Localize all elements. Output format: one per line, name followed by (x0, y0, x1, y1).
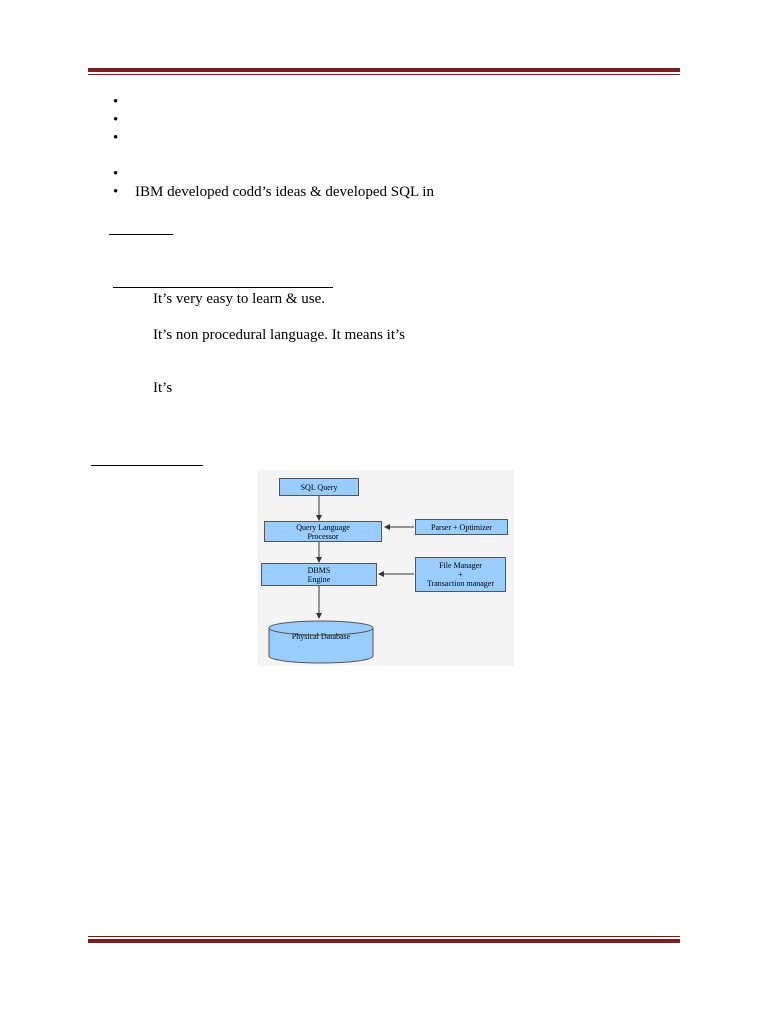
bullet-marker: • (113, 184, 119, 200)
header-rule (88, 68, 680, 75)
paragraph: It’s (153, 380, 173, 396)
sql-query-box: SQL Query (279, 478, 359, 496)
bullet-marker: • (113, 112, 119, 128)
physical-database-label: Physical Database (291, 632, 351, 641)
footer-rule (88, 936, 680, 943)
heading-underline (91, 465, 203, 466)
heading-underline (113, 287, 333, 288)
bullet-text: IBM developed codd’s ideas & developed SQL in (135, 184, 434, 200)
heading-underline (109, 234, 173, 235)
paragraph: It’s very easy to learn & use. (153, 291, 326, 307)
parser-optimizer-box: Parser + Optimizer (415, 519, 508, 535)
query-language-processor-box: Query Language Processor (264, 521, 382, 542)
bullet-marker: • (113, 166, 119, 182)
file-manager-box: File Manager + Transaction manager (415, 557, 506, 592)
bullet-marker: • (113, 94, 119, 110)
sql-architecture-diagram (258, 470, 514, 666)
paragraph: It’s non procedural language. It means it’s (153, 327, 406, 343)
bullet-marker: • (113, 130, 119, 146)
dbms-engine-box: DBMS Engine (261, 563, 377, 586)
